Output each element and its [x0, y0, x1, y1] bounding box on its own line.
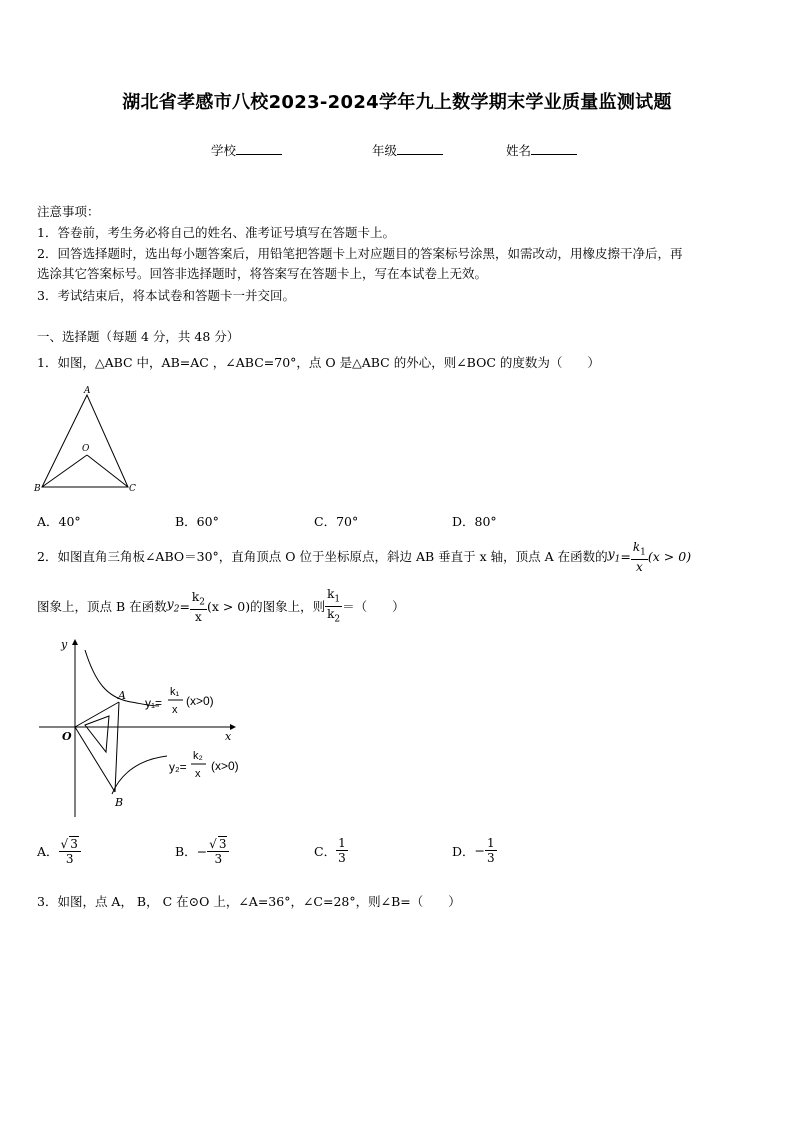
name-label: 姓名: [506, 143, 532, 158]
note-1: 1．答卷前，考生务必将自己的姓名、准考证号填写在答题卡上。: [37, 225, 395, 240]
origin-label: O: [62, 730, 72, 743]
f1-num: k₁: [170, 686, 180, 698]
point-a-label: A: [118, 689, 126, 702]
f2-num: k₂: [193, 750, 203, 762]
label-b: B: [34, 484, 41, 494]
q1-option-b[interactable]: B．60°: [175, 514, 219, 529]
q1-stem: 1．如图，△ABC 中，AB=AC ，∠ABC=70°，点 O 是△ABC 的外心，则∠BOC 的度数为（ ）: [37, 355, 600, 370]
segment-ab: [115, 702, 119, 792]
label-c: C: [129, 484, 136, 494]
inner-triangle: [85, 716, 109, 752]
f1-cond: (x>0): [186, 694, 214, 708]
segment-ob: [75, 727, 115, 792]
f2-den: x: [195, 768, 201, 780]
q2-k2-over-x: $\frac{k_2}{x}$: [191, 589, 205, 625]
q2-graph-figure: [35, 632, 265, 822]
name-blank[interactable]: [531, 141, 577, 155]
note-2: 2．回答选择题时，选出每小题答案后，用铅笔把答题卡上对应题目的答案标号涂黑，如需改动，用橡皮擦干净后，再: [37, 246, 683, 261]
q2-option-a[interactable]: A． $\frac{√ 3}{3}$: [37, 836, 81, 866]
f2-lhs: y₂=: [169, 760, 187, 774]
note-3: 3．考试结束后，将本试卷和答题卡一并交回。: [37, 288, 295, 303]
school-field: [211, 141, 282, 159]
grade-blank[interactable]: [397, 141, 443, 155]
section-heading: 一、选择题（每题 4 分，共 48 分）: [37, 329, 240, 344]
grade-field: [372, 141, 443, 159]
q2-option-d-value: $\frac{1}{3}$: [487, 836, 495, 865]
q1-triangle-figure: [30, 382, 145, 497]
triangle-abc: [42, 395, 128, 487]
f2-cond: (x>0): [211, 759, 239, 773]
q2-k1-over-k2: $\frac{k_1}{k_2}$: [327, 587, 341, 625]
curve-y2: [112, 756, 167, 794]
q2-y1: $y_1$: [607, 546, 621, 565]
q2-option-a-value: $\frac{√ 3}{3}$: [59, 836, 81, 866]
q2-k1-over-x: $\frac{k_1}{x}$: [632, 540, 646, 575]
q1-option-c[interactable]: C．70°: [314, 514, 359, 529]
q2-stem-part2b: 的图象上，则: [250, 598, 326, 614]
q1-option-a[interactable]: A．40°: [37, 514, 81, 529]
q2-option-d[interactable]: D． − $\frac{1}{3}$: [452, 836, 495, 865]
q2-option-b[interactable]: B． − $\frac{√ 3}{3}$: [175, 836, 229, 866]
q2-stem-part2c: ＝（ ）: [342, 598, 405, 614]
q2-stem-part2a: 图象上，顶点 B 在函数: [37, 598, 167, 614]
q2-cond1: (x > 0): [647, 549, 692, 565]
page-title: 湖北省孝感市八校2023-2024学年九上数学期末学业质量监测试题: [122, 92, 672, 113]
notes-heading: 注意事项：: [37, 204, 100, 219]
q2-option-c[interactable]: C． $\frac{1}{3}$: [314, 836, 346, 865]
note-2-cont: 选涂其它答案标号。回答非选择题时，将答案写在答题卡上，写在本试卷上无效。: [37, 266, 488, 281]
q3-stem: 3．如图，点 A， B， C 在⊙O 上，∠A=36°，∠C=28°，则∠B=（ ）: [37, 894, 461, 909]
grade-label: 年级: [372, 143, 398, 158]
label-a: A: [84, 386, 91, 396]
label-o: O: [82, 444, 90, 454]
school-label: 学校: [211, 143, 237, 158]
segment-oa: [75, 702, 119, 727]
segment-oc: [87, 455, 128, 487]
q2-option-b-value: $\frac{√ 3}{3}$: [207, 836, 229, 866]
q2-option-c-value: $\frac{1}{3}$: [338, 836, 346, 865]
q2-stem-line2: 图象上，顶点 B 在函数 $y_2$ = $\frac{k_2}{x}$ (x > 0) 的图象上，则 $\frac{k_1}{k_2}$ ＝（ ）: [37, 587, 405, 625]
y-axis-label: y: [61, 638, 68, 651]
point-b-label: B: [115, 796, 124, 809]
q2-cond2: (x > 0): [206, 598, 251, 614]
q2-stem-part1: 2．如图直角三角板∠ABO＝30°，直角顶点 O 位于坐标原点，斜边 AB 垂直于 x 轴，顶点 A 在函数的: [37, 549, 608, 565]
school-blank[interactable]: [236, 141, 282, 155]
segment-ob: [42, 455, 87, 487]
q2-stem-line1: 2．如图直角三角板∠ABO＝30°，直角顶点 O 位于坐标原点，斜边 AB 垂直于 x 轴，顶点 A 在函数的 $y_1$ = $\frac{k_1}{x}$ (x > 0): [37, 540, 692, 575]
name-field: [506, 141, 577, 159]
q2-y2: $y_2$: [166, 596, 180, 615]
x-axis-label: x: [225, 730, 232, 743]
f1-den: x: [172, 704, 178, 716]
q1-option-d[interactable]: D．80°: [452, 514, 497, 529]
f1-lhs: y₁=: [145, 696, 163, 710]
